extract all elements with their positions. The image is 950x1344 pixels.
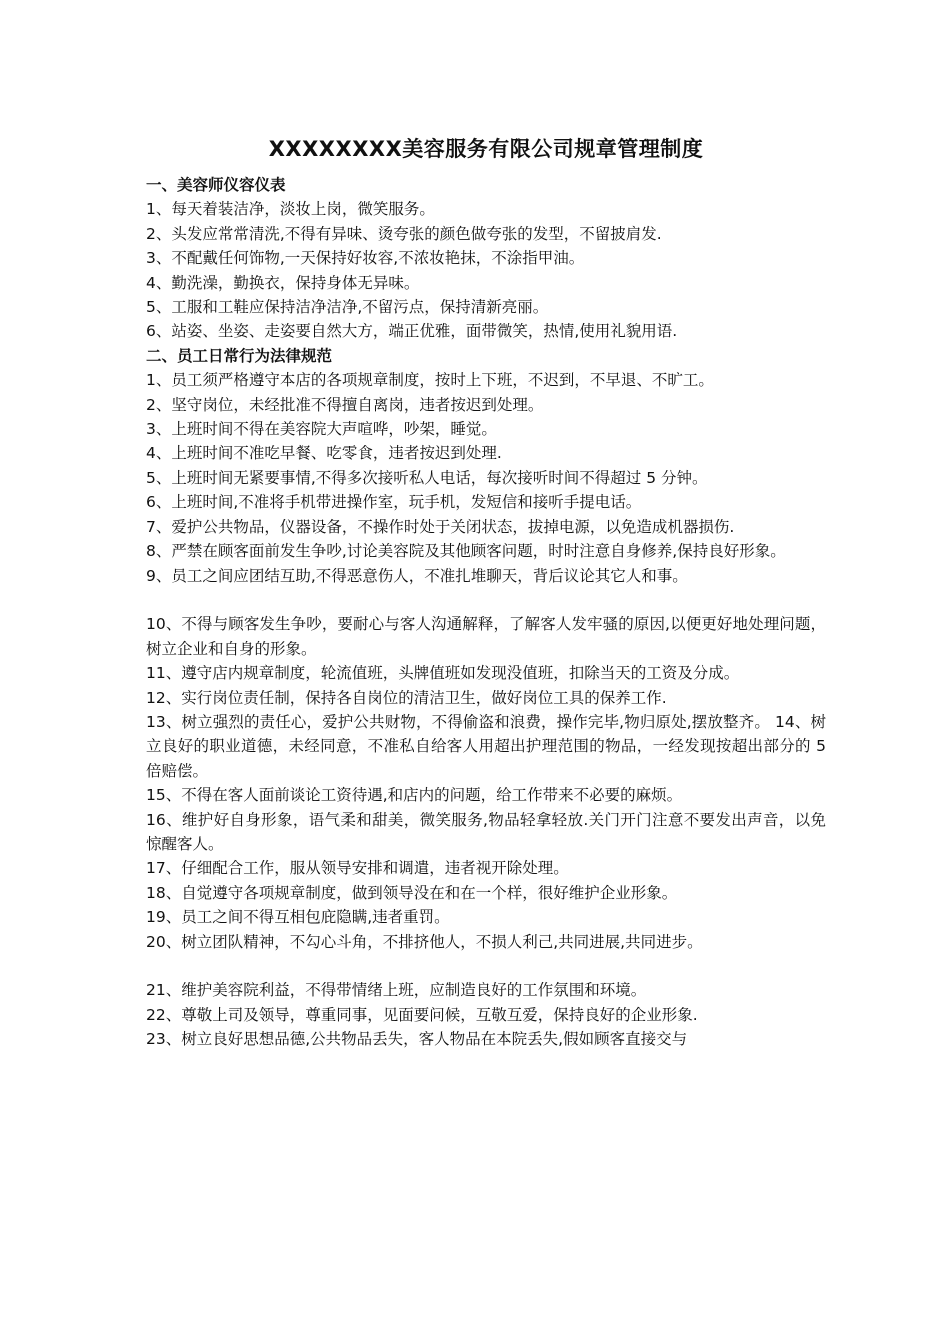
- blank-line: [146, 954, 826, 978]
- rule-item: 2、坚守岗位，未经批准不得擅自离岗，违者按迟到处理。: [146, 395, 544, 414]
- rule-item: 18、自觉遵守各项规章制度，做到领导没在和在一个样，很好维护企业形象。: [146, 883, 678, 902]
- rule-item: 6、站姿、坐姿、走姿要自然大方，端正优雅，面带微笑，热情,使用礼貌用语.: [146, 322, 678, 341]
- rule-item: 22、尊敬上司及领导，尊重同事，见面要问候，互敬互爱，保持良好的企业形象.: [146, 1005, 698, 1024]
- rule-item: 4、上班时间不准吃早餐、吃零食，违者按迟到处理.: [146, 444, 502, 463]
- rule-item: 13、树立强烈的责任心，爱护公共财物，不得偷盗和浪费，操作完毕,物归原处,摆放整齐。 14、树立良好的职业道德，未经同意，不准私自给客人用超出护理范围的物品，一经发现按超出部分的 5 倍赔偿。: [146, 712, 826, 780]
- section-heading-appearance: 一、美容师仪容仪表: [146, 176, 286, 194]
- rule-item: 1、每天着装洁净，淡妆上岗，微笑服务。: [146, 200, 435, 219]
- rule-item: 11、遵守店内规章制度，轮流值班，头牌值班如发现没值班，扣除当天的工资及分成。: [146, 664, 740, 683]
- rule-item: 4、勤洗澡，勤换衣，保持身体无异味。: [146, 273, 420, 292]
- rule-item: 3、上班时间不得在美容院大声喧哗，吵架，睡觉。: [146, 420, 497, 439]
- rule-item: 7、爱护公共物品，仪器设备，不操作时处于关闭状态，拔掉电源，以免造成机器损伤.: [146, 517, 735, 536]
- document-body: [146, 131, 826, 1052]
- section-heading-conduct: 二、员工日常行为法律规范: [146, 346, 333, 365]
- rule-item: 8、严禁在顾客面前发生争吵,讨论美容院及其他顾客问题，时时注意自身修养,保持良好形象。: [146, 542, 786, 561]
- rule-item: 10、不得与顾客发生争吵，要耐心与客人沟通解释，了解客人发牢骚的原因,以便更好地处理问题，树立企业和自身的形象。: [146, 615, 826, 658]
- rule-item: 19、员工之间不得互相包庇隐瞒,违者重罚。: [146, 908, 450, 927]
- document-title: XXXXXXXX美容服务有限公司规章管理制度: [268, 137, 704, 161]
- rule-item: 20、树立团队精神，不勾心斗角，不排挤他人，不损人利己,共同进展,共同进步。: [146, 932, 703, 951]
- blank-line: [146, 588, 826, 612]
- rule-item: 16、维护好自身形象，语气柔和甜美，微笑服务,物品轻拿轻放.关门开门注意不要发出声音，以免惊醒客人。: [146, 810, 826, 853]
- rule-item: 5、上班时间无紧要事情,不得多次接听私人电话，每次接听时间不得超过 5 分钟。: [146, 468, 708, 487]
- rule-item: 12、实行岗位责任制，保持各自岗位的清洁卫生，做好岗位工具的保养工作.: [146, 688, 667, 707]
- rule-item: 1、员工须严格遵守本店的各项规章制度，按时上下班，不迟到，不早退、不旷工。: [146, 371, 714, 390]
- rule-item: 6、上班时间,不准将手机带进操作室，玩手机，发短信和接听手提电话。: [146, 493, 642, 512]
- rule-item: 9、员工之间应团结互助,不得恶意伤人，不准扎堆聊天，背后议论其它人和事。: [146, 566, 688, 585]
- rule-item: 5、工服和工鞋应保持洁净洁净,不留污点，保持清新亮丽。: [146, 298, 549, 317]
- rule-item: 2、头发应常常清洗,不得有异味、烫夸张的颜色做夸张的发型，不留披肩发.: [146, 224, 662, 243]
- rule-item: 15、不得在客人面前谈论工资待遇,和店内的问题，给工作带来不必要的麻烦。: [146, 786, 683, 805]
- rule-item: 23、树立良好思想品德,公共物品丢失，客人物品在本院丢失,假如顾客直接交与: [146, 1030, 688, 1049]
- rule-item: 17、仔细配合工作，服从领导安排和调遣，违者视开除处理。: [146, 859, 569, 878]
- rule-item: 21、维护美容院利益，不得带情绪上班，应制造良好的工作氛围和环境。: [146, 981, 647, 1000]
- rule-item: 3、不配戴任何饰物,一天保持好妆容,不浓妆艳抹，不涂指甲油。: [146, 249, 585, 268]
